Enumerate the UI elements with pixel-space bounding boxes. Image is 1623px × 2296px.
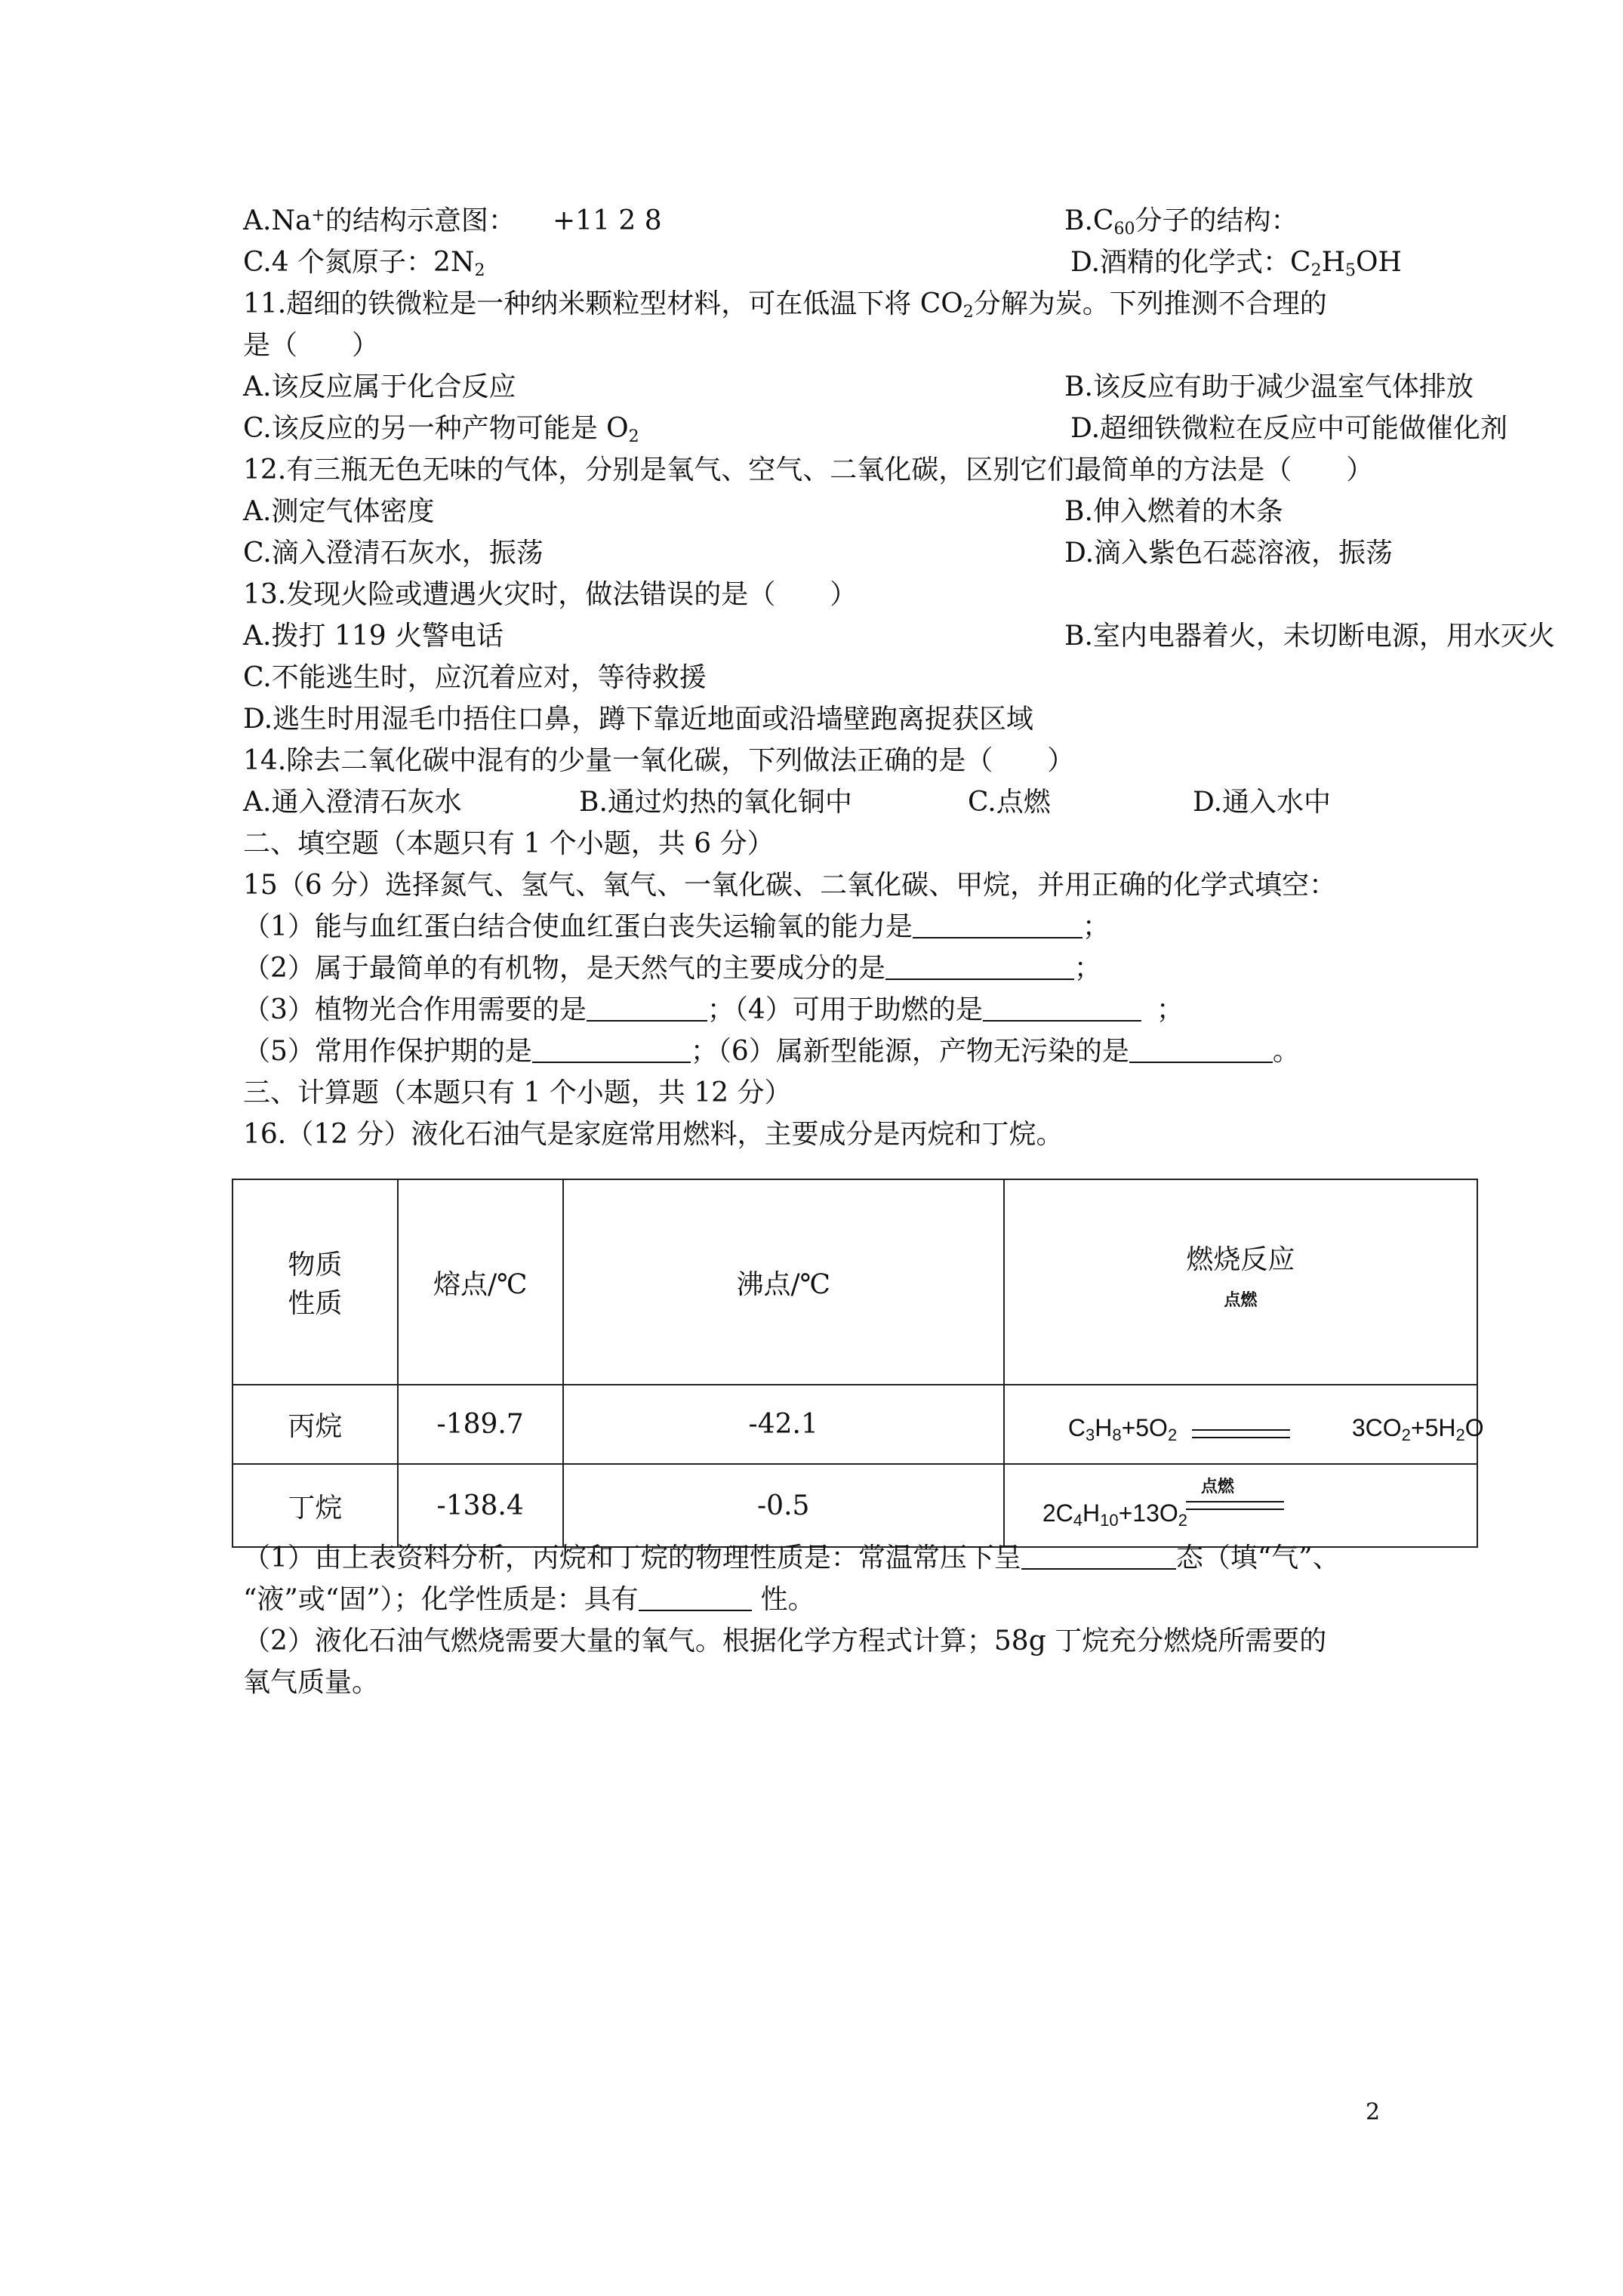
q14-options	[243, 785, 1397, 820]
melting-value: -189.7	[398, 1385, 563, 1464]
substance-name: 丁烷	[233, 1464, 398, 1547]
q10-option-c: C.4 个氮原子：$2N_2$	[243, 247, 485, 280]
q11-option-d: D.超细铁微粒在反应中可能做催化剂	[1070, 413, 1508, 444]
q15-part1: （1）能与血红蛋白结合使血红蛋白丧失运输氧的能力是 ；	[243, 911, 1110, 942]
answer-blank[interactable]	[913, 911, 1083, 938]
page-number: 2	[1366, 2099, 1381, 2125]
q13-option-d: D.逃生时用湿毛巾捂住口鼻，蹲下靠近地面或沿墙壁跑离捉获区域	[243, 704, 1034, 735]
header-substance: 物质 性质	[233, 1179, 398, 1385]
ignite-tag: 点燃	[1224, 1291, 1258, 1310]
q14-option-a: A.通入澄清石灰水	[243, 787, 462, 818]
section2-heading: 二、填空题（本题只有 1 个小题，共 6 分）	[243, 828, 775, 859]
q10-option-b: $B.C_{60}$分子的结构：	[1064, 205, 1298, 239]
properties-table	[232, 1179, 1484, 1548]
section3-heading: 三、计算题（本题只有 1 个小题，共 12 分）	[243, 1077, 792, 1108]
q15-part5-6: （5）常用作保护期的是 ；（6）属新型能源，产物无污染的是 。	[243, 1036, 1300, 1067]
q11-option-b: B.该反应有助于减少温室气体排放	[1064, 371, 1474, 402]
q10-option-a: A.Na+的结构示意图：	[243, 205, 516, 236]
ignite-tag: 点燃	[1200, 1478, 1234, 1496]
boiling-value: -0.5	[563, 1464, 1004, 1547]
table-row	[233, 1385, 1477, 1464]
q12-option-a: A.测定气体密度	[243, 496, 435, 527]
header-melting-point: 熔点/℃	[398, 1179, 563, 1385]
q16-part1-line2: “液”或“固”）；化学性质是：具有 性。	[243, 1584, 815, 1615]
answer-blank[interactable]	[639, 1584, 752, 1611]
q16-part2-line1: （2）液化石油气燃烧需要大量的氧气。根据化学方程式计算；58g 丁烷充分燃烧所需要的	[243, 1626, 1327, 1657]
q12-option-d: D.滴入紫色石蕊溶液，振荡	[1064, 538, 1394, 569]
header-combustion: 燃烧反应 点燃	[1004, 1179, 1477, 1385]
answer-blank[interactable]	[1021, 1542, 1176, 1570]
boiling-value: -42.1	[563, 1385, 1004, 1464]
q11-stem-line2: 是（ ）	[243, 330, 380, 361]
table-row	[233, 1464, 1477, 1547]
q10-row-cd	[243, 245, 1402, 280]
table-header-row	[233, 1179, 1477, 1385]
q15-part2: （2）属于最简单的有机物，是天然气的主要成分的是 ；	[243, 953, 1101, 984]
combustion-equation: $2C_4H_{10}+13O_2$ 点燃	[1004, 1464, 1477, 1547]
substance-name: 丙烷	[233, 1385, 398, 1464]
equals-sign	[1192, 1429, 1290, 1438]
q13-stem: 13.发现火险或遭遇火灾时，做法错误的是（ ）	[243, 579, 858, 610]
q11-option-c: C.该反应的另一种产物可能是 $O_2$	[243, 413, 639, 446]
q16-stem: 16.（12 分）液化石油气是家庭常用燃料，主要成分是丙烷和丁烷。	[243, 1119, 1064, 1150]
q14-stem: 14.除去二氧化碳中混有的少量一氧化碳，下列做法正确的是（ ）	[243, 745, 1075, 776]
q14-option-b: B.通过灼热的氧化铜中	[579, 787, 852, 818]
q11-row-ab	[243, 370, 1474, 405]
header-boiling-point: 沸点/℃	[563, 1179, 1004, 1385]
answer-blank[interactable]	[885, 953, 1074, 980]
combustion-equation: $C_3H_8+5O_2$ $3CO_2+5H_2O$	[1004, 1385, 1477, 1464]
q10-option-d: D.酒精的化学式：$C_2H_5OH$	[1070, 247, 1402, 280]
q14-option-c: C.点燃	[968, 787, 1051, 818]
q12-stem: 12.有三瓶无色无味的气体，分别是氧气、空气、二氧化碳，区别它们最简单的方法是（ ）	[243, 455, 1374, 485]
q13-option-b: B.室内电器着火，未切断电源，用水灭火	[1064, 621, 1555, 652]
q12-option-c: C.滴入澄清石灰水，振荡	[243, 538, 544, 569]
melting-value: -138.4	[398, 1464, 563, 1547]
q13-option-c: C.不能逃生时，应沉着应对，等待救援	[243, 662, 707, 693]
q16-part2-line2: 氧气质量。	[243, 1667, 380, 1698]
answer-blank[interactable]	[983, 994, 1141, 1022]
q15-part3-4: （3）植物光合作用需要的是 ；（4）可用于助燃的是 ；	[243, 994, 1184, 1025]
answer-blank[interactable]	[1129, 1036, 1273, 1063]
q12-row-ab	[243, 495, 1397, 529]
answer-blank[interactable]	[532, 1036, 691, 1063]
na-ion-diagram: +11 2 8	[553, 205, 662, 236]
q13-option-a: A.拨打 119 火警电话	[243, 621, 504, 652]
q11-row-cd	[243, 411, 1508, 446]
equals-sign	[1186, 1501, 1284, 1510]
q13-row-ab	[243, 619, 1555, 654]
q14-option-d: D.通入水中	[1193, 787, 1332, 818]
answer-blank[interactable]	[587, 994, 707, 1022]
q11-stem-line1: 11.超细的铁微粒是一种纳米颗粒型材料，可在低温下将 $CO_2$分解为炭。下列推测不合理的	[243, 288, 1327, 322]
q16-part1-line1: （1）由上表资料分析，丙烷和丁烷的物理性质是：常温常压下呈 态（填“气”、	[243, 1542, 1340, 1573]
q10-row-ab	[243, 204, 1397, 239]
q12-option-b: B.伸入燃着的木条	[1064, 496, 1283, 527]
q12-row-cd	[243, 536, 1397, 571]
q15-stem: 15（6 分）选择氮气、氢气、氧气、一氧化碳、二氧化碳、甲烷，并用正确的化学式填空：	[243, 870, 1337, 901]
q11-option-a: A.该反应属于化合反应	[243, 371, 516, 402]
